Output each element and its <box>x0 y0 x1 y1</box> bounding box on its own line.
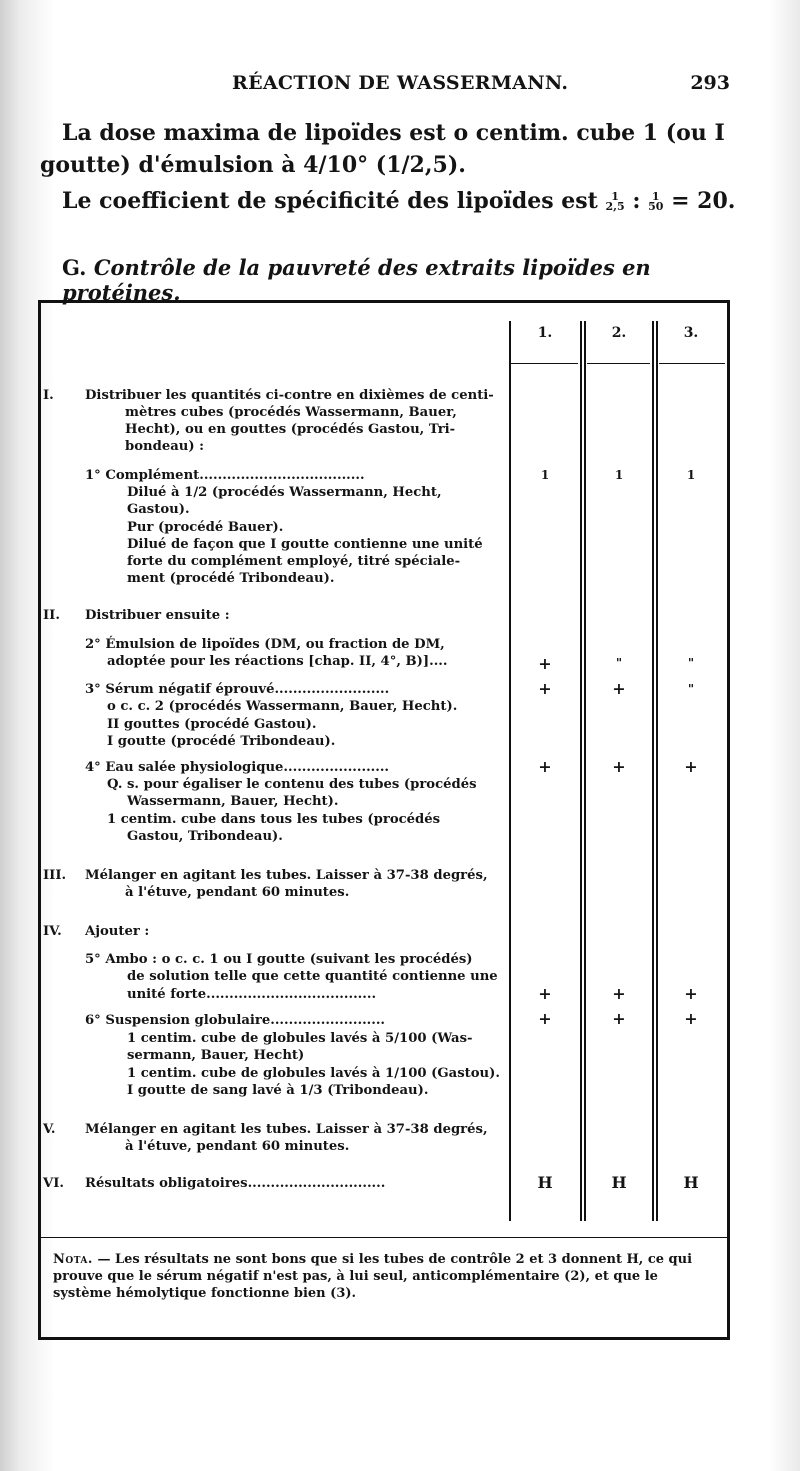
roman-numeral: VI. <box>43 1176 64 1191</box>
table-line: Mélanger en agitant les tubes. Laisser à 37-38 degrés, <box>85 868 488 883</box>
mark-resultats-2: H <box>611 1173 627 1192</box>
mark-ambo-3: + <box>684 984 698 1003</box>
column-divider <box>580 321 582 1221</box>
mark-eau-1: + <box>538 757 552 776</box>
roman-numeral: I. <box>43 388 54 403</box>
table-line: Mélanger en agitant les tubes. Laisser à 37-38 degrés, <box>85 1122 488 1137</box>
table-line: 1° Complément.................................... <box>85 468 365 483</box>
table-line: Gastou, Tribondeau). <box>127 829 283 844</box>
table-line: bondeau) : <box>125 439 205 454</box>
protocol-table <box>38 300 730 1340</box>
table-line: Dilué à 1/2 (procédés Wassermann, Hecht, <box>127 485 442 500</box>
page-number: 293 <box>690 72 730 94</box>
nota-label: Nota. <box>53 1252 93 1267</box>
table-line: sermann, Bauer, Hecht) <box>127 1048 305 1063</box>
header-rule <box>659 363 725 364</box>
running-title: RÉACTION DE WASSERMANN. <box>232 72 569 94</box>
fraction-1 <box>606 192 625 212</box>
mark-eau-2: + <box>612 757 626 776</box>
table-line: 4° Eau salée physiologique....................... <box>85 760 390 775</box>
section-letter: G. <box>62 255 87 280</box>
roman-numeral: III. <box>43 868 67 883</box>
nota-footnote <box>53 1251 718 1302</box>
column-divider <box>656 321 658 1221</box>
table-line: Pur (procédé Bauer). <box>127 520 284 535</box>
table-line: Distribuer les quantités ci-contre en dixièmes de centi- <box>85 388 494 403</box>
table-line: 2° Émulsion de lipoïdes (DM, ou fraction de DM, <box>85 637 445 652</box>
header-rule <box>511 363 578 364</box>
mark-serum-1: + <box>538 679 552 698</box>
coefficient-text: Le coefficient de spécificité des lipoïdes est <box>62 188 598 214</box>
table-line: 1 centim. cube de globules lavés à 1/100 (Gastou). <box>127 1066 500 1081</box>
mark-suspension-2: + <box>612 1009 626 1028</box>
column-divider <box>652 321 654 1221</box>
mark-complement-3: 1 <box>686 468 696 482</box>
table-line: 3° Sérum négatif éprouvé......................... <box>85 682 390 697</box>
mark-resultats-3: H <box>683 1173 699 1192</box>
nota-text: — Les résultats ne sont bons que si les tubes de contrôle 2 et 3 donnent H, ce qui prouve que le sérum négatif n'est pas, à lui seul, anticomplémentaire (2), et que le système hémolytique fonctionne bien (3). <box>53 1252 693 1301</box>
column-header-1: 1. <box>537 325 553 341</box>
mark-complement-1: 1 <box>540 468 550 482</box>
mark-emulsion-2: " <box>615 656 623 670</box>
roman-numeral: IV. <box>43 924 62 939</box>
roman-numeral: V. <box>43 1122 56 1137</box>
mark-suspension-3: + <box>684 1009 698 1028</box>
running-head <box>0 70 800 100</box>
table-line: unité forte..................................... <box>127 987 377 1002</box>
table-line: Q. s. pour égaliser le contenu des tubes (procédés <box>107 777 477 792</box>
section-title: Contrôle de la pauvreté des extraits lipoïdes en protéines. <box>62 255 651 305</box>
table-line: Dilué de façon que I goutte contienne une unité <box>127 537 483 552</box>
table-line: ment (procédé Tribondeau). <box>127 571 335 586</box>
table-line: o c. c. 2 (procédés Wassermann, Bauer, Hecht). <box>107 699 458 714</box>
fraction-2-num: 1 <box>651 190 660 203</box>
table-line: 6° Suspension globulaire......................... <box>85 1013 386 1028</box>
table-line: à l'étuve, pendant 60 minutes. <box>125 885 350 900</box>
fraction-1-num: 1 <box>611 190 619 203</box>
table-line: Ajouter : <box>85 924 150 939</box>
column-divider <box>509 321 511 1221</box>
ratio-separator: : <box>632 188 649 214</box>
mark-emulsion-1: + <box>538 654 552 673</box>
mark-serum-2: + <box>612 679 626 698</box>
table-line: Wassermann, Bauer, Hecht). <box>127 794 339 809</box>
intro-paragraph-1: La dose maxima de lipoïdes est o centim. cube 1 (ou I goutte) d'émulsion à 4/10° (1/2,5). <box>40 120 725 178</box>
table-line: II gouttes (procédé Gastou). <box>107 717 317 732</box>
mark-resultats-1: H <box>537 1173 553 1192</box>
roman-numeral: II. <box>43 608 60 623</box>
column-divider <box>584 321 586 1221</box>
fraction-2 <box>648 192 663 212</box>
fraction-1-den: 2,5 <box>605 200 625 213</box>
mark-suspension-1: + <box>538 1009 552 1028</box>
table-line: Gastou). <box>127 502 190 517</box>
table-line: 5° Ambo : o c. c. 1 ou I goutte (suivant les procédés) <box>85 952 473 967</box>
table-line: I goutte de sang lavé à 1/3 (Tribondeau). <box>127 1083 429 1098</box>
table-line: à l'étuve, pendant 60 minutes. <box>125 1139 350 1154</box>
mark-ambo-1: + <box>538 984 552 1003</box>
table-line: adoptée pour les réactions [chap. II, 4°, B)].... <box>107 654 448 669</box>
table-line: forte du complément employé, titré spéciale- <box>127 554 461 569</box>
mark-eau-3: + <box>684 757 698 776</box>
section-heading <box>62 255 752 305</box>
table-line: Distribuer ensuite : <box>85 608 230 623</box>
mark-serum-3: " <box>687 682 695 696</box>
table-bottom-rule <box>41 1237 729 1238</box>
table-line: 1 centim. cube de globules lavés à 5/100 (Was- <box>127 1031 473 1046</box>
fraction-2-den: 50 <box>648 200 664 213</box>
table-line: 1 centim. cube dans tous les tubes (procédés <box>107 812 441 827</box>
table-line: I goutte (procédé Tribondeau). <box>107 734 336 749</box>
table-line: de solution telle que cette quantité contienne une <box>127 969 498 984</box>
table-line: Résultats obligatoires.............................. <box>85 1176 386 1191</box>
header-rule <box>587 363 650 364</box>
column-header-3: 3. <box>683 325 699 341</box>
mark-complement-2: 1 <box>614 468 624 482</box>
table-line: Hecht), ou en gouttes (procédés Gastou, Tri- <box>125 422 456 437</box>
intro-paragraph-2 <box>62 185 752 217</box>
column-header-2: 2. <box>611 325 627 341</box>
mark-ambo-2: + <box>612 984 626 1003</box>
table-line: mètres cubes (procédés Wassermann, Bauer, <box>125 405 457 420</box>
coefficient-result: = 20. <box>671 188 736 214</box>
mark-emulsion-3: " <box>687 656 695 670</box>
